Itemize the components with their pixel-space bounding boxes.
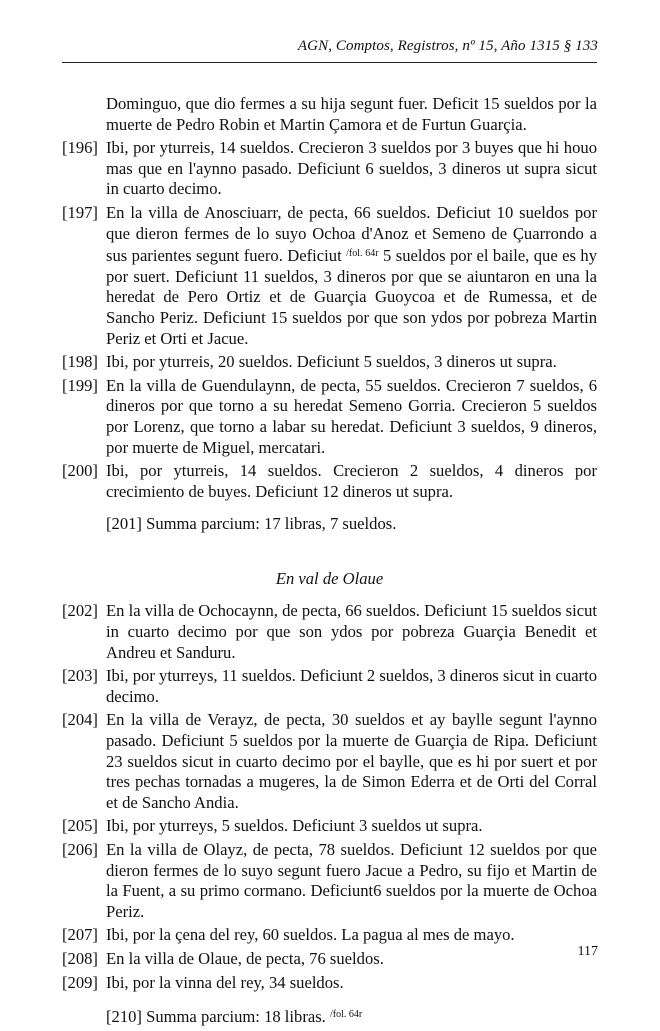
entry-text: En la villa de Olaue, de pecta, 76 sueldos. xyxy=(106,948,384,968)
entry-text: Ibi, por yturreys, 5 sueldos. Deficiunt 3 sueldos ut supra. xyxy=(106,816,483,836)
entry-text-part-b: 5 sueldos por el baile, que es hy por suert. Deficiunt 11 sueldos, 3 dineros por que se aiuntaron en una la heredat de Pero Ortiz et de Guarçia Guoycoa et de Rumessa, et de Sancho Periz. Deficiunt 15 sueldos por que son ydos por pobreza Martin Periz et Orti et Jacue. xyxy=(106,246,597,348)
main-text xyxy=(62,94,597,1031)
entry-number: [206] xyxy=(62,840,98,859)
running-head: AGN, Comptos, Registros, nº 15, Año 1315 § 133 xyxy=(297,38,598,54)
entry-200 xyxy=(62,461,597,502)
entry-text: Ibi, por yturreis, 20 sueldos. Deficiunt 5 sueldos, 3 dineros ut supra. xyxy=(106,352,557,372)
entry-text: En la villa de Ochocaynn, de pecta, 66 sueldos. Deficiunt 15 sueldos sicut in cuarto decimo por que son ydos por pobreza Guarçia Benedit et Andreu et Sanduru. xyxy=(106,601,597,662)
folio-marker: /fol. 64r xyxy=(346,248,379,260)
entry-number: [208] xyxy=(62,948,98,968)
entry-number: [205] xyxy=(62,816,98,836)
header-rule xyxy=(62,62,597,63)
entry-number: [204] xyxy=(62,710,98,730)
entry-text: En la villa de Olayz, de pecta, 78 sueldos. Deficiunt 12 sueldos por que dieron fermes de lo suyo segunt fuero Jacue a Pedro, su fijo et Martin de la Fuent, a su primo cormano. Deficiunt6 sueldos por la muerte de Ochoa Periz. xyxy=(106,840,597,921)
entry-text xyxy=(106,203,597,349)
entry-number: [202] xyxy=(62,601,98,621)
entry-196 xyxy=(62,138,597,200)
entry-number: [196] xyxy=(62,138,98,158)
entry-206 xyxy=(62,840,597,922)
section-heading: En val de Olaue xyxy=(275,568,384,588)
entry-number: [198] xyxy=(62,352,98,372)
entry-209 xyxy=(62,973,597,994)
entry-number: [207] xyxy=(62,925,98,945)
entry-number: [199] xyxy=(62,375,98,395)
summa-parcium-201: [201] Summa parcium: 17 libras, 7 sueldos. xyxy=(106,514,397,534)
entry-199 xyxy=(62,376,597,458)
entry-202 xyxy=(62,601,597,663)
page-number: 117 xyxy=(577,944,598,959)
entry-text: Ibi, por la vinna del rey, 34 sueldos. xyxy=(106,972,344,992)
entry-text: Ibi, por yturreis, 14 sueldos. Crecieron 2 sueldos, 4 dineros por crecimiento de buyes. Deficiunt 12 dineros ut supra. xyxy=(106,461,597,501)
entry-number: [197] xyxy=(62,202,98,222)
continuation-paragraph: Dominguo, que dio fermes a su hija segunt fuer. Deficit 15 sueldos por la muerte de Pedro Robin et Martin Çamora et de Furtun Guarçia. xyxy=(106,94,597,134)
entry-205 xyxy=(62,816,597,837)
entry-207 xyxy=(62,925,597,946)
entry-text: En la villa de Guendulaynn, de pecta, 55 sueldos. Crecieron 7 sueldos, 6 dineros por que torno a su heredat Semeno Gorria. Crecieron 5 sueldos por Lorenz, que torno a labar su heredat. Deficiunt 3 sueldos, 9 dineros, por muerte de Miguel, mercatari. xyxy=(106,375,597,457)
entry-204 xyxy=(62,710,597,813)
entry-number: [209] xyxy=(62,972,98,992)
entry-text-part-a: En la villa de Anosciuarr, de pecta, 66 sueldos. Deficiut 10 sueldos por que dieron fermes de lo suyo Ochoa d'Anoz et Semeno de Çuarrondo a sus parientes segunt fuero. Deficiut xyxy=(106,202,597,266)
entry-text: En la villa de Verayz, de pecta, 30 sueldos et ay baylle segunt l'aynno pasado. Deficiunt 5 sueldos por la muerte de Guarçia de Ripa. Deficiunt 23 sueldos sicut in cuarto decimo por el baylle, que es hi por suert et por tres pechas tornadas a mugeres, la de Simon Ederra et de Orti del Corral et de Sancho Andia. xyxy=(106,710,597,812)
entry-number: [203] xyxy=(62,666,98,686)
entry-197 xyxy=(62,203,597,349)
folio-marker: /fol. 64r xyxy=(329,1009,363,1021)
entry-text: Ibi, por yturreys, 11 sueldos. Deficiunt 2 sueldos, 3 dineros sicut in cuarto decimo. xyxy=(106,666,597,706)
entry-203 xyxy=(62,666,597,707)
entry-198 xyxy=(62,352,597,373)
entry-number: [200] xyxy=(62,461,98,481)
entry-text: Ibi, por la çena del rey, 60 sueldos. La pagua al mes de mayo. xyxy=(106,925,515,945)
entry-208 xyxy=(62,949,597,970)
summa-parcium-210 xyxy=(62,1005,597,1028)
summa-text: [210] Summa parcium: 18 libras. xyxy=(106,1007,326,1027)
entry-text: Ibi, por yturreis, 14 sueldos. Crecieron 3 sueldos por 3 buyes que hi houo mas que en l'aynno pasado. Deficiunt 6 sueldos, 3 dineros ut supra sicut in cuarto decimo. xyxy=(106,138,597,199)
